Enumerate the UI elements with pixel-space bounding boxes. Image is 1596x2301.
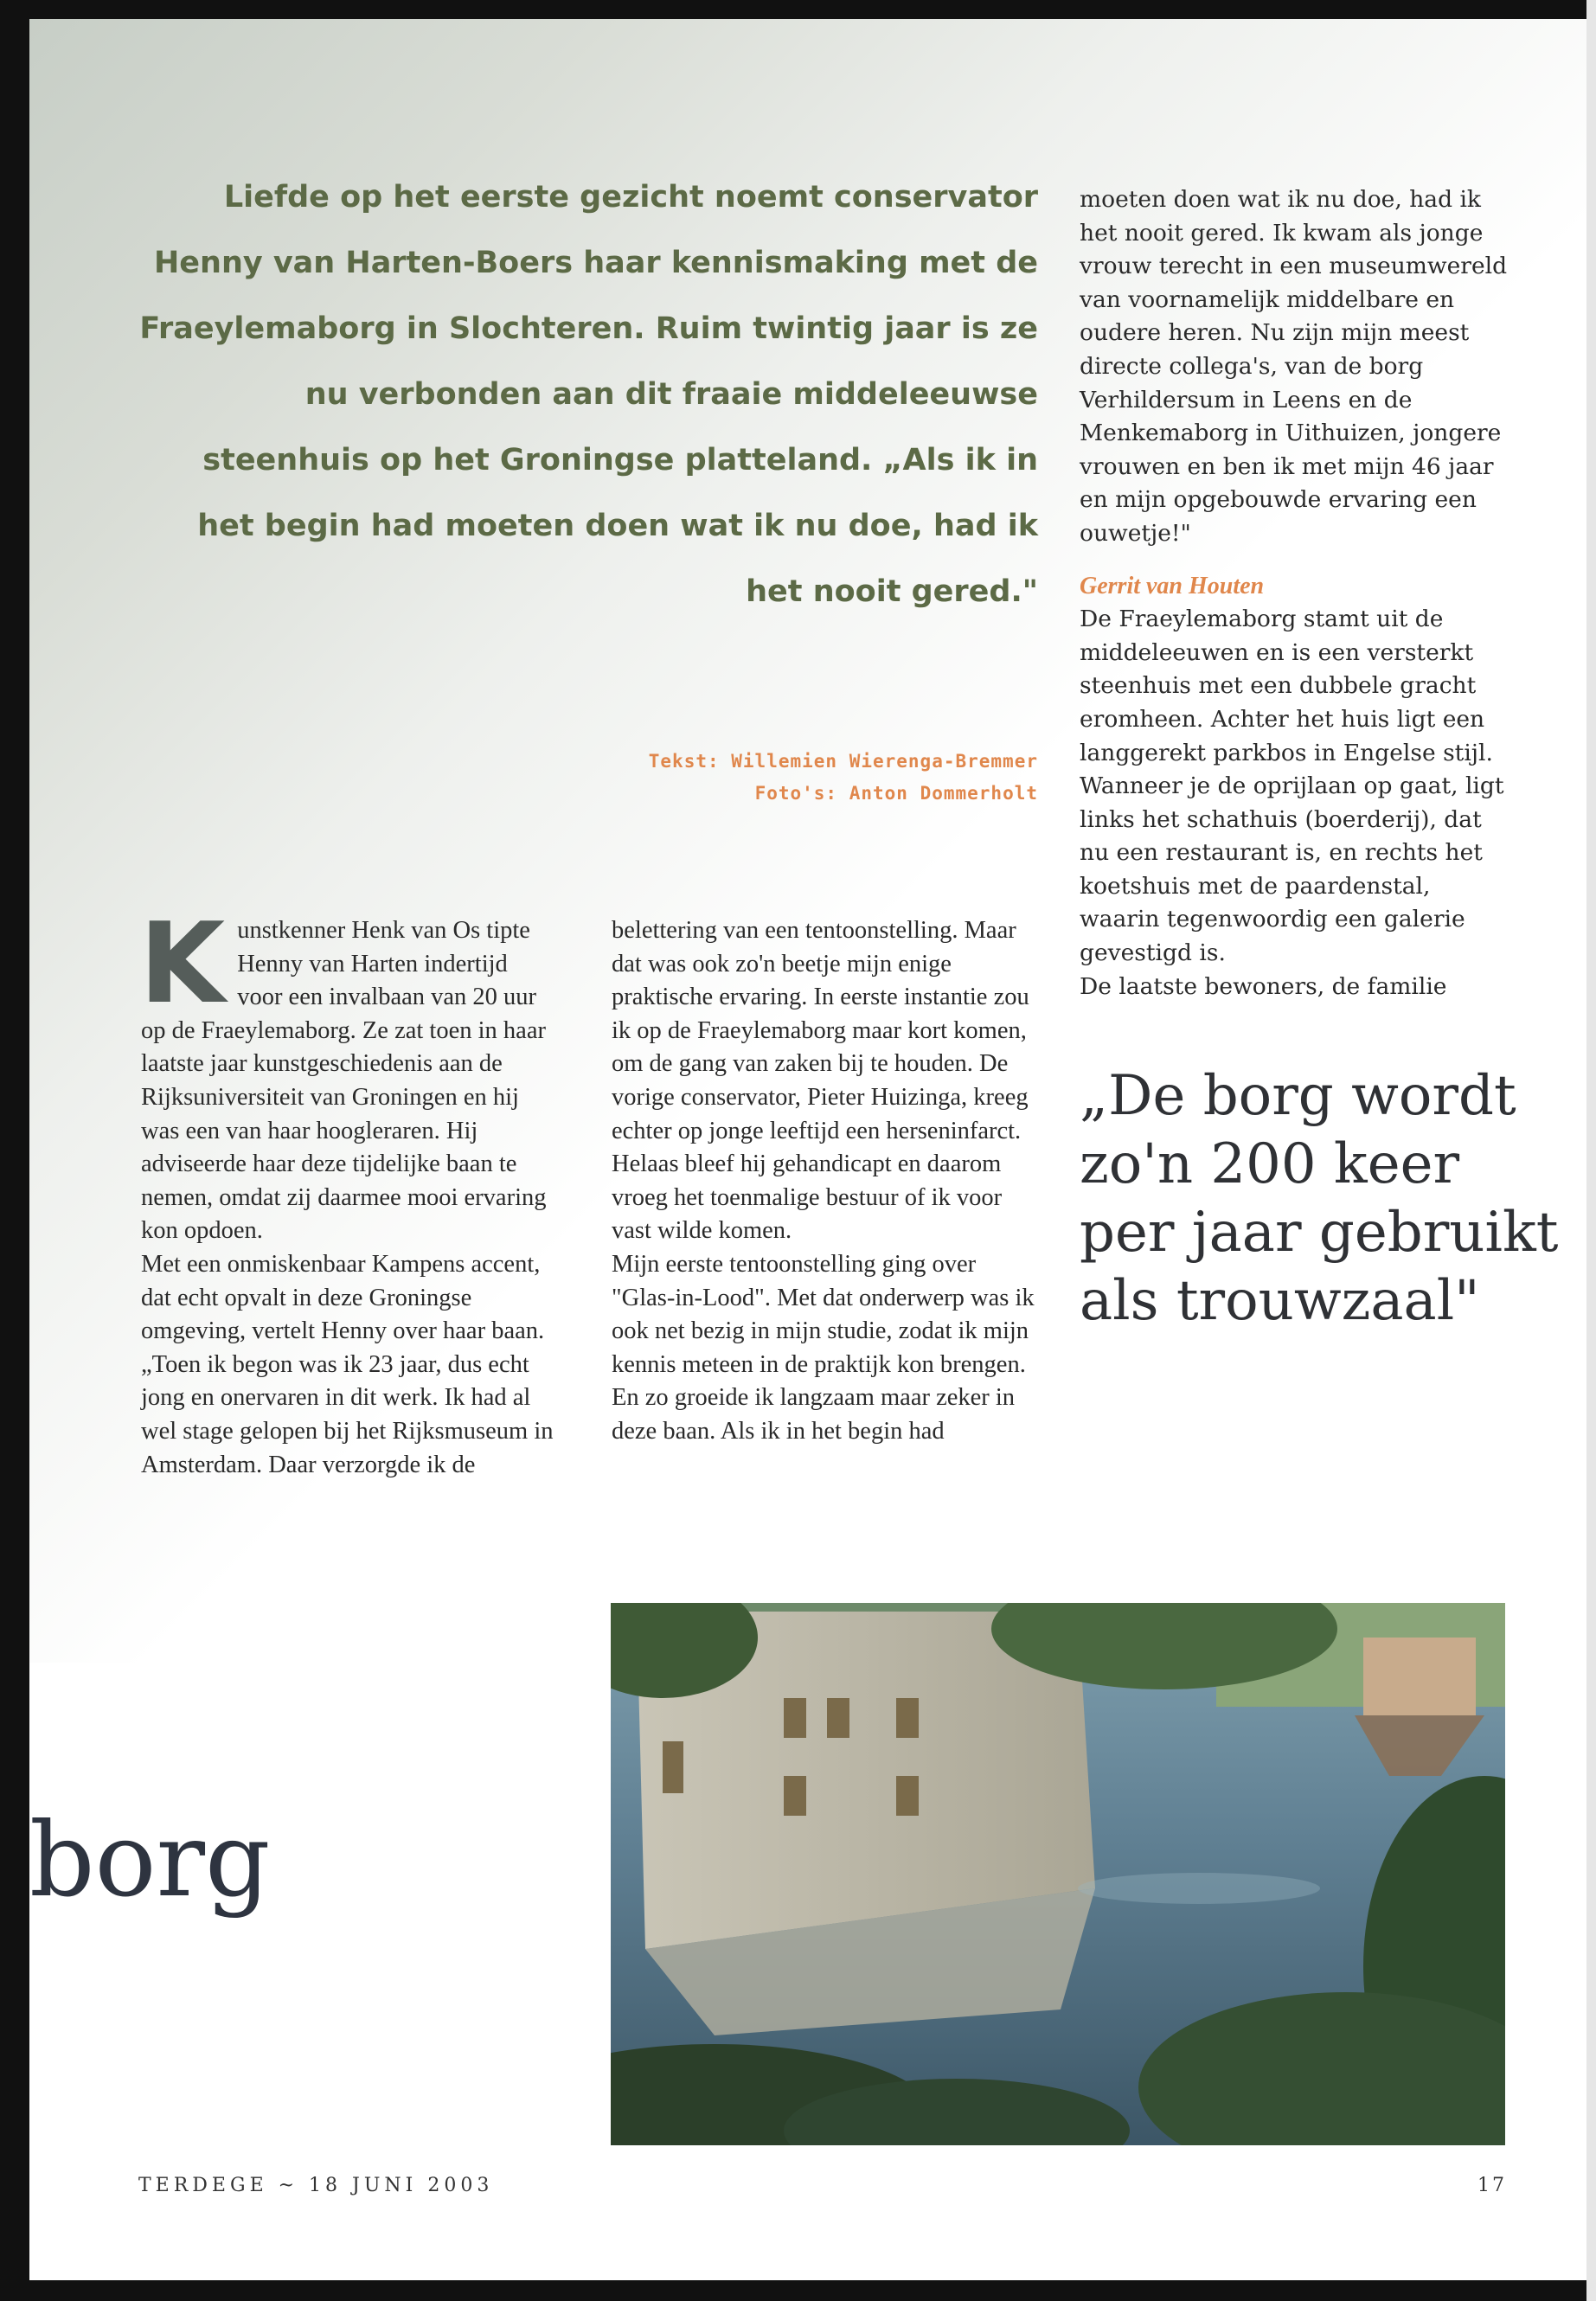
drop-cap: K xyxy=(139,900,226,1029)
intro-paragraph: Liefde op het eerste gezicht noemt conservator Henny van Harten-Boers haar kennismaking met de Fraeylemaborg in Slochteren. Ruim twintig jaar is ze nu verbonden aan dit fraaie middeleeuwse steenhuis op het Groningse platteland. „Als ik in het begin had moeten doen wat ik nu doe, had ik het nooit gered." xyxy=(139,180,1038,609)
pull-quote: „De borg wordt zo'n 200 keer per jaar gebruikt als trouwzaal" xyxy=(1080,1064,1559,1333)
scan-border-top xyxy=(0,0,1596,19)
column1-paragraph-1: unstkenner Henk van Os tipte Henny van Harten indertijd voor een invalbaan van 20 uur op de Fraeylemaborg. Ze zat toen in haar laatste jaar kunstgeschiedenis aan de Rijksuniversiteit van Groningen en hij was een van haar hoogleraren. Hij adviseerde haar deze tijdelijke baan te nemen, omdat zij daarmee mooi ervaring kon opdoen. xyxy=(141,917,547,1245)
title-fragment: borg xyxy=(29,1800,271,1920)
column1-paragraph-2: Met een onmiskenbaar Kampens accent, dat echt opvalt in deze Groningse omgeving, vertelt Henny over haar baan. „Toen ik begon was ik 23 jaar, dus echt jong en onervaren in dit werk. Ik had al wel stage gelopen bij het Rijksmuseum in Amsterdam. Daar verzorgde ik de xyxy=(141,1250,554,1478)
moat-reflection-photo xyxy=(611,1603,1505,2145)
article-column-3 xyxy=(1080,183,1512,1003)
article-column-1 xyxy=(139,900,556,1482)
column3-paragraph-2: De Fraeylemaborg stamt uit de middeleeuwen en is een versterkt steenhuis met een dubbele gracht eromheen. Achter het huis ligt een langgerekt parkbos in Engelse stijl. Wanneer je de oprijlaan op gaat, ligt links het schathuis (boerderij), dat nu een restaurant is, en rechts het koetshuis met de paardenstal, waarin tegenwoordig een galerie gevestigd is. xyxy=(1080,606,1504,967)
photo-illustration xyxy=(611,1603,1505,2145)
column2-paragraph-2: Mijn eerste tentoonstelling ging over "Glas-in-Lood". Met dat onderwerp was ik ook net bezig in mijn studie, zodat ik mijn kennis meteen in de praktijk kon brengen. En zo groeide ik langzaam maar zeker in deze baan. Als ik in het begin had xyxy=(612,1250,1035,1445)
article-column-2 xyxy=(612,914,1042,1449)
page-number: 17 xyxy=(1477,2175,1507,2196)
scan-border-left xyxy=(0,0,29,2301)
subheading: Gerrit van Houten xyxy=(1080,572,1265,599)
column3-paragraph-3: De laatste bewoners, de familie xyxy=(1080,972,1447,1000)
scan-border-bottom xyxy=(0,2280,1596,2301)
credit-text: Tekst: Willemien Wierenga-Bremmer xyxy=(648,751,1038,772)
article-credits xyxy=(484,746,1038,810)
footer-publication: TERDEGE ~ 18 JUNI 2003 xyxy=(138,2175,494,2196)
scan-border-right xyxy=(1586,0,1596,2301)
column2-paragraph-1: belettering van een tentoonstelling. Maar dat was ook zo'n beetje mijn enige praktische ervaring. In eerste instantie zou ik op de Fraeylemaborg maar kort komen, om de gang van zaken bij te houden. De vorige conservator, Pieter Huizinga, kreeg echter op jonge leeftijd een herseninfarct. Helaas bleef hij gehandicapt en daarom vroeg het toenmalige bestuur of ik voor vast wilde komen. xyxy=(612,917,1029,1245)
credit-photos: Foto's: Anton Dommerholt xyxy=(754,783,1038,804)
column3-paragraph-1: moeten doen wat ik nu doe, had ik het nooit gered. Ik kwam als jonge vrouw terecht in een museumwereld van voornamelijk middelbare en oudere heren. Nu zijn mijn meest directe collega's, van de borg Verhildersum in Leens en de Menkemaborg in Uithuizen, jongere vrouwen en ben ik met mijn 46 jaar en mijn opgebouwde ervaring een ouwetje!" xyxy=(1080,186,1508,547)
